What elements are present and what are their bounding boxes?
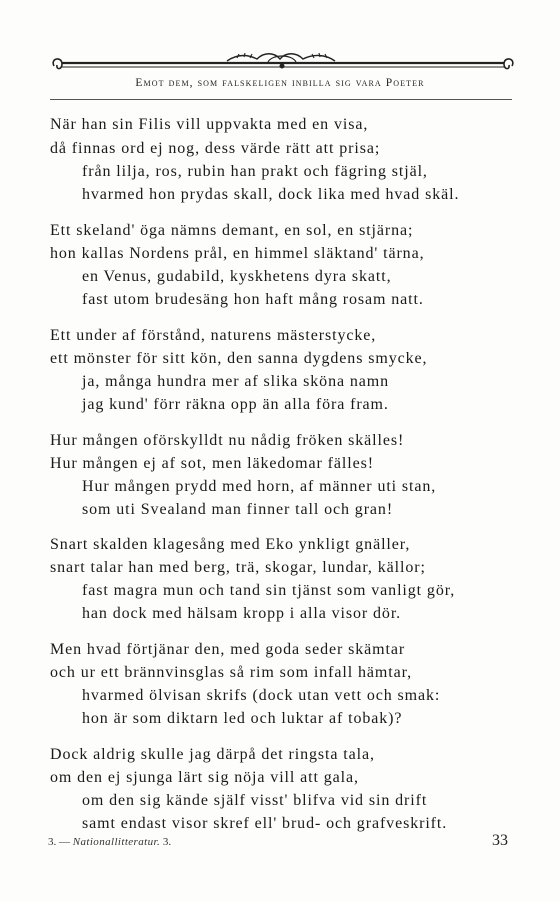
poem-line: fast utom brudesäng hon haft mång rosam natt.	[82, 291, 424, 308]
poem-line: Hur mången oförskylldt nu nådig fröken skälles!	[50, 432, 405, 449]
poem-line: Ett skeland' öga nämns demant, en sol, en stjärna;	[50, 222, 414, 239]
poem-line: då finnas ord ej nog, dess värde rätt att prisa;	[50, 140, 381, 157]
poem-line: om den ej sjunga lärt sig nöja vill att gala,	[50, 769, 359, 786]
poem-line: Men hvad förtjänar den, med goda seder skämtar	[50, 641, 406, 658]
poem-line: som uti Svealand man finner tall och gran!	[82, 501, 394, 518]
poem-line: Ett under af förstånd, naturens mästerstycke,	[50, 327, 377, 344]
page-number: 33	[492, 832, 508, 849]
poem-line: hon är som diktarn led och luktar af tobak)?	[82, 710, 403, 727]
signature-prefix: 3. —	[48, 836, 70, 848]
ornamental-rule-icon	[52, 50, 514, 76]
header-divider	[50, 99, 512, 100]
poem-line: från lilja, ros, rubin han prakt och fägring stjäl,	[82, 163, 428, 180]
signature-suffix: 3.	[162, 836, 172, 848]
poem-line: När han sin Filis vill uppvakta med en visa,	[50, 116, 369, 133]
poem-line: och ur ett brännvinsglas så rim som infall hämtar,	[50, 664, 413, 681]
poem-line: Snart skalden klagesång med Eko ynkligt gnäller,	[50, 536, 411, 553]
poem-line: om den sig kände själf visst' blifva vid sin drift	[82, 792, 428, 809]
poem-line: ett mönster för sitt kön, den sanna dygdens smycke,	[50, 350, 428, 367]
poem-line: jag kund' förr räkna opp än alla föra fram.	[82, 396, 389, 413]
signature-title: Nationallitteratur.	[72, 836, 161, 848]
poem-line: Hur mången prydd med horn, af männer uti stan,	[82, 478, 437, 495]
poem-line: Dock aldrig skulle jag därpå det ringsta tala,	[50, 746, 375, 763]
poem-line: ja, många hundra mer af slika sköna namn	[82, 373, 390, 390]
poem-line: han dock med hälsam kropp i alla visor dör.	[82, 605, 402, 622]
running-head: Emot dem, som falskeligen inbilla sig vara Poeter	[135, 77, 425, 89]
poem-line: hon kallas Nordens prål, en himmel släktand' tärna,	[50, 245, 425, 262]
poem-line: hvarmed hon prydas skall, dock lika med hvad skäl.	[82, 186, 460, 203]
poem-line: hvarmed ölvisan skrifs (dock utan vett och smak:	[82, 687, 441, 704]
poem-line: fast magra mun och tand sin tjänst som vanligt gör,	[82, 582, 456, 599]
poem-line: en Venus, gudabild, kyskhetens dyra skatt,	[82, 268, 392, 285]
poem-line: snart talar han med berg, trä, skogar, lundar, källor;	[50, 559, 426, 576]
printer-signature	[48, 836, 171, 848]
poem-line: samt endast visor skref ell' brud- och grafveskrift.	[82, 815, 448, 832]
poem-line: Hur mången ej af sot, men läkedomar fälles!	[50, 455, 374, 472]
